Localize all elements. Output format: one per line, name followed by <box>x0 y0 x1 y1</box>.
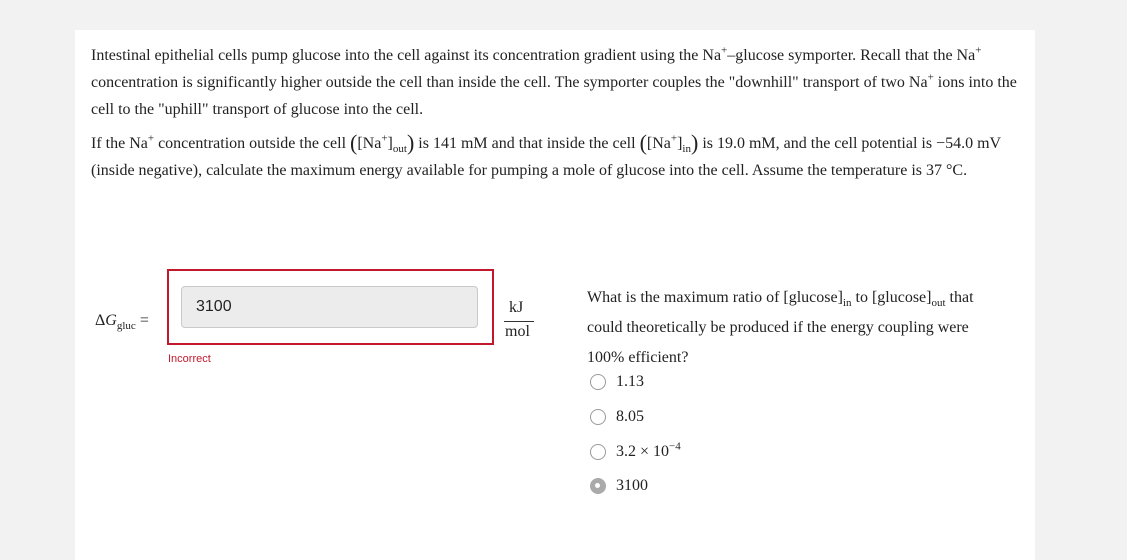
option-label: 1.13 <box>616 373 644 390</box>
option-1[interactable] <box>590 373 644 391</box>
delta-g-label: $\Delta G_{gluc}$ = <box>95 312 149 333</box>
unit-denominator: mol <box>505 323 530 340</box>
option-label: 3100 <box>616 477 648 494</box>
option-label: $3.2 \times 10^{-4}$ <box>616 440 681 460</box>
radio-button[interactable] <box>590 409 606 425</box>
feedback-incorrect: Incorrect <box>168 353 211 365</box>
option-3[interactable] <box>590 440 681 461</box>
radio-button[interactable] <box>590 444 606 460</box>
option-2[interactable] <box>590 408 644 426</box>
problem-paragraph-2: If the Na+ concentration outside the cell $([Na^+]_{out})$ is 141 mM and that inside the cell $([Na^+]_{in})$ is 19.0 mM, and the cell potential is −54.0 mV (inside negative), calculate the maximum energy available for pumping a mole of glucose into the cell. Assume the temperature is 37 °C. <box>91 130 1001 179</box>
unit-numerator: kJ <box>509 299 524 316</box>
unit-fraction-bar <box>504 321 534 322</box>
option-4[interactable] <box>590 477 648 495</box>
radio-button[interactable] <box>590 374 606 390</box>
question-2-text: What is the maximum ratio of $[glucose]_{in}$ to $[glucose]_{out}$ that could theoretically be produced if the energy coupling were 100% efficient? <box>587 289 974 366</box>
option-label: 8.05 <box>616 408 644 425</box>
question-card <box>75 30 1035 560</box>
delta-g-answer-input[interactable]: 3100 <box>181 286 478 328</box>
radio-button-selected[interactable] <box>590 478 606 494</box>
problem-paragraph-1: Intestinal epithelial cells pump glucose into the cell against its concentration gradient using the Na+–glucose symporter. Recall that the Na+ concentration is significantly higher outside the cell than inside the cell. The symporter couples the "downhill" transport of two Na+ ions into the cell to the "uphill" transport of glucose into the cell. <box>91 44 1017 118</box>
